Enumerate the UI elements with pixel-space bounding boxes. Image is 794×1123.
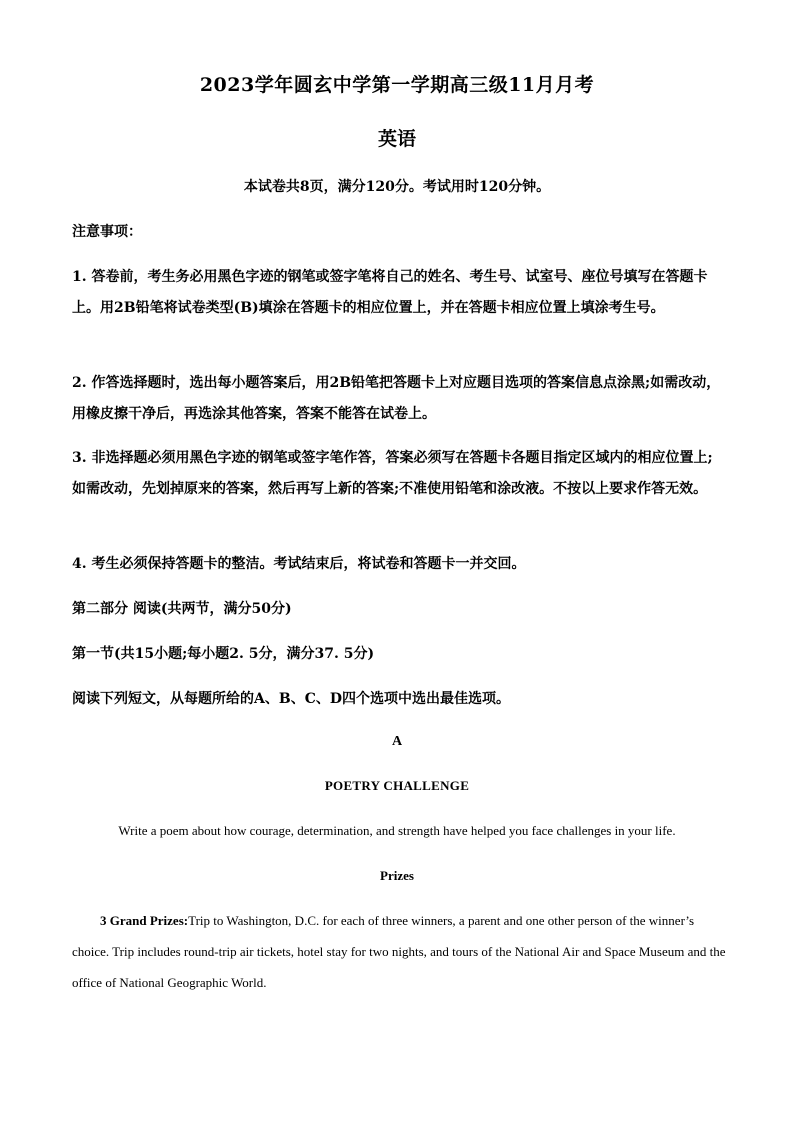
prizes-heading: Prizes	[380, 868, 414, 883]
notice-item-3: 3. 非选择题必须用黑色字迹的钢笔或签字笔作答，答案必须写在答题卡各题目指定区域内的相应位置上;如需改动，先划掉原来的答案，然后再写上新的答案;不准使用铅笔和涂改液。不按以上要求作答无效。	[72, 450, 713, 497]
notice-heading: 注意事项：	[72, 224, 142, 240]
notice-item-2: 2. 作答选择题时，选出每小题答案后，用2B铅笔把答题卡上对应题目选项的答案信息点涂黑;如需改动，用橡皮擦干净后，再选涂其他答案，答案不能答在试卷上。	[72, 375, 721, 422]
notice-item-1: 1. 答卷前，考生务必用黑色字迹的钢笔或签字笔将自己的姓名、考生号、试室号、座位号填写在答题卡上。用2B铅笔将试卷类型(B)填涂在答题卡的相应位置上，并在答题卡相应位置上填涂考生号。	[72, 269, 708, 316]
exam-title: 2023学年圆玄中学第一学期高三级11月月考	[199, 74, 595, 96]
part2-heading: 第二部分 阅读(共两节，满分50分)	[72, 601, 292, 617]
passage-title: POETRY CHALLENGE	[324, 778, 470, 793]
exam-info: 本试卷共8页，满分120分。考试用时120分钟。	[243, 179, 551, 195]
notice-item-4: 4. 考生必须保持答题卡的整洁。考试结束后，将试卷和答题卡一并交回。	[72, 556, 526, 572]
subject-title: 英语	[377, 128, 416, 150]
section1-heading: 第一节(共15小题;每小题2. 5分，满分37. 5分)	[72, 646, 375, 662]
grand-prize-paragraph	[72, 905, 727, 998]
reading-instruction: 阅读下列短文，从每题所给的A、B、C、D四个选项中选出最佳选项。	[72, 691, 510, 707]
passage-label: A	[391, 734, 403, 749]
passage-intro: Write a poem about how courage, determination, and strength have helped you face challenges in your life.	[118, 823, 676, 838]
grand-prize-label: 3 Grand Prizes:	[100, 913, 189, 928]
grand-prize-text: Trip to Washington, D.C. for each of three winners, a parent and one other person of the winner’s choice. Trip includes round-trip air tickets, hotel stay for two nights, and tours of the National Air and Space Museum and the office of National Geographic World.	[72, 913, 726, 990]
